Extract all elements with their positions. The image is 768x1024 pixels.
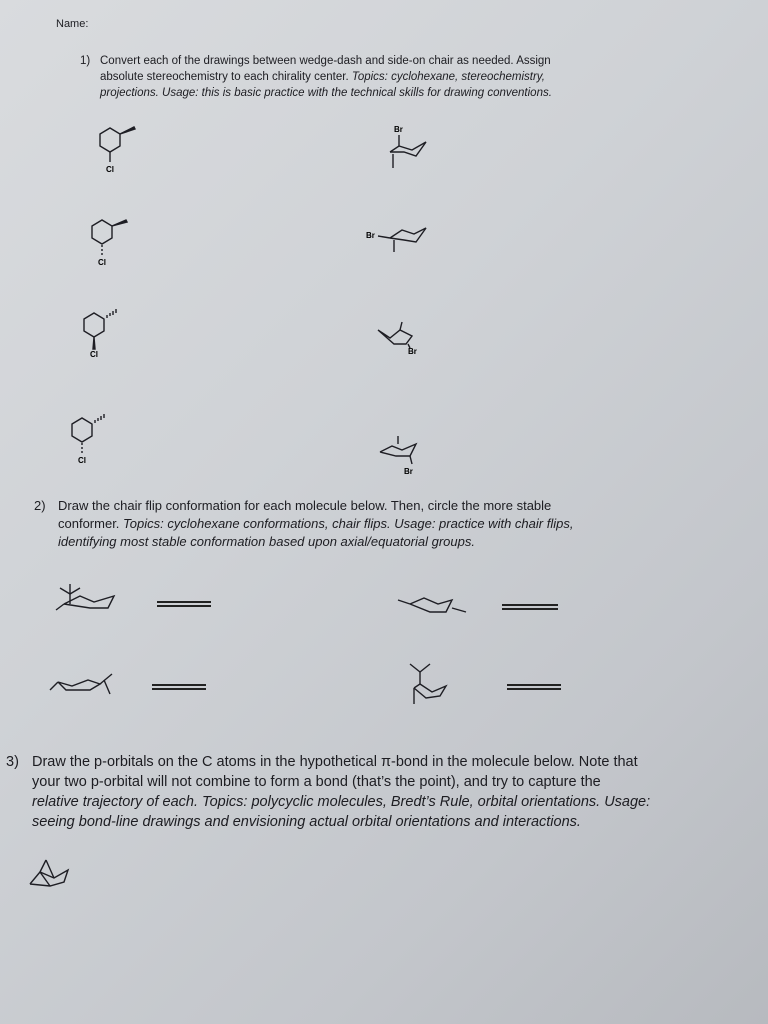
cl-label: Cl bbox=[106, 165, 114, 174]
q3-bicyclic-molecule bbox=[24, 856, 84, 896]
cl-label: Cl bbox=[98, 258, 106, 267]
q1-number: 1) bbox=[80, 55, 91, 67]
q3-line-2: your two p-orbital will not combine to form a bond (that’s the point), and try to capture the bbox=[32, 774, 601, 790]
q2-line-3: identifying most stable conformation based upon axial/equatorial groups. bbox=[58, 534, 475, 549]
equilibrium-arrow-1 bbox=[157, 601, 211, 607]
q2-chair-1 bbox=[50, 582, 130, 622]
q1-text bbox=[100, 53, 700, 101]
q2-chair-3 bbox=[42, 668, 122, 698]
q2-text bbox=[58, 497, 748, 551]
q3-line-1: Draw the p-orbitals on the C atoms in the hypothetical π-bond in the molecule below. Note that bbox=[32, 754, 638, 770]
q1-line-1: Convert each of the drawings between wedge-dash and side-on chair as needed. Assign bbox=[100, 55, 551, 67]
equilibrium-arrow-2 bbox=[502, 604, 558, 610]
q1-chair-1 bbox=[384, 124, 444, 174]
q2-line-1: Draw the chair flip conformation for each molecule below. Then, circle the more stable bbox=[58, 498, 552, 513]
q3-line-4: seeing bond-line drawings and envisioning actual orbital orientations and interactions. bbox=[32, 814, 581, 830]
q1-molecule-1-wedge-dash bbox=[90, 120, 150, 180]
q3-number: 3) bbox=[6, 754, 19, 770]
equilibrium-arrow-4 bbox=[507, 684, 561, 690]
q1-molecule-3-wedge-dash bbox=[78, 305, 138, 365]
q1-line-2: absolute stereochemistry to each chirality center. Topics: cyclohexane, stereochemistry, bbox=[100, 71, 545, 83]
q1-line-3: projections. Usage: this is basic practice with the technical skills for drawing conventions. bbox=[100, 87, 552, 99]
cl-label: Cl bbox=[90, 350, 98, 359]
name-label: Name: bbox=[56, 18, 89, 30]
q1-molecule-4-wedge-dash bbox=[66, 410, 126, 470]
q2-line-2: conformer. Topics: cyclohexane conformations, chair flips. Usage: practice with chair flips, bbox=[58, 516, 574, 531]
equilibrium-arrow-3 bbox=[152, 684, 206, 690]
q1-chair-2 bbox=[366, 222, 436, 272]
q2-chair-2 bbox=[394, 592, 474, 622]
br-label: Br bbox=[408, 347, 417, 356]
q2-number: 2) bbox=[34, 498, 46, 513]
br-label: Br bbox=[366, 231, 375, 240]
q2-chair-4 bbox=[402, 660, 462, 710]
br-label: Br bbox=[404, 467, 413, 476]
q1-molecule-2-wedge-dash bbox=[84, 212, 144, 272]
q3-line-3: relative trajectory of each. Topics: polycyclic molecules, Bredt’s Rule, orbital orientations. Usage: bbox=[32, 794, 651, 810]
cl-label: Cl bbox=[78, 456, 86, 465]
q1-chair-3 bbox=[372, 320, 432, 370]
q3-text bbox=[32, 752, 762, 832]
q1-chair-4 bbox=[374, 432, 434, 482]
br-label: Br bbox=[394, 125, 403, 134]
